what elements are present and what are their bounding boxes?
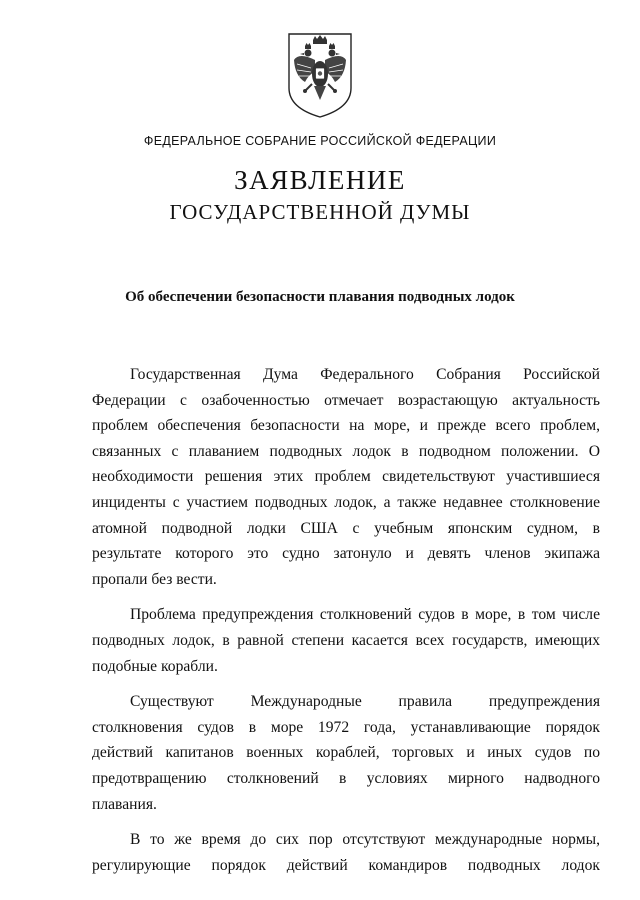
text-line: плавания. — [92, 795, 157, 813]
double-headed-eagle-emblem-icon — [285, 30, 355, 120]
text-line: предотвращению столкновений в условиях мирного надводного — [92, 769, 600, 787]
text-line: Существуют Международные правила предупреждения — [130, 693, 600, 711]
text-line: подводных лодок, в равной степени касается всех государств, имеющих — [92, 631, 600, 649]
text-line: результате которого это судно затонуло и девять членов экипажа — [92, 545, 600, 563]
text-line: необходимости решения этих проблем свидетельствуют участившиеся — [92, 468, 600, 486]
text-line: инциденты с участием подводных лодок, а также недавнее столкновение — [92, 493, 600, 511]
text-line: столкновения судов в море 1972 года, устанавливающие порядок — [92, 718, 600, 736]
issuing-authority: ГОСУДАРСТВЕННОЙ ДУМЫ — [169, 200, 471, 224]
text-line: Федерации с озабоченностью отмечает возрастающую актуальность — [92, 391, 600, 409]
text-line: В то же время до сих пор отсутствуют международные нормы, — [130, 831, 600, 849]
paragraph — [92, 602, 600, 679]
text-line: атомной подводной лодки США с учебным японским судном, в — [92, 519, 600, 537]
text-line: регулирующие порядок действий командиров подводных лодок — [92, 856, 600, 874]
text-line: подобные корабли. — [92, 657, 218, 675]
paragraph — [92, 827, 600, 878]
paragraph — [92, 689, 600, 817]
document-subject: Об обеспечении безопасности плавания подводных лодок — [125, 289, 515, 305]
text-line: Государственная Дума Федерального Собрания Российской — [130, 366, 600, 383]
text-line: Проблема предупреждения столкновений судов в море, в том числе — [130, 606, 600, 624]
text-line: пропали без вести. — [92, 570, 217, 588]
document-body — [92, 362, 600, 878]
document-type-title: ЗАЯВЛЕНИЕ — [234, 165, 406, 195]
paragraph — [92, 362, 600, 592]
organization-name: ФЕДЕРАЛЬНОЕ СОБРАНИЕ РОССИЙСКОЙ ФЕДЕРАЦИИ — [143, 134, 497, 148]
text-line: связанных с плаванием подводных лодок в подводном положении. О — [92, 442, 600, 460]
text-line: действий капитанов военных кораблей, торговых и иных судов по — [92, 744, 600, 762]
text-line: проблем обеспечения безопасности на море, и прежде всего проблем, — [92, 417, 600, 435]
